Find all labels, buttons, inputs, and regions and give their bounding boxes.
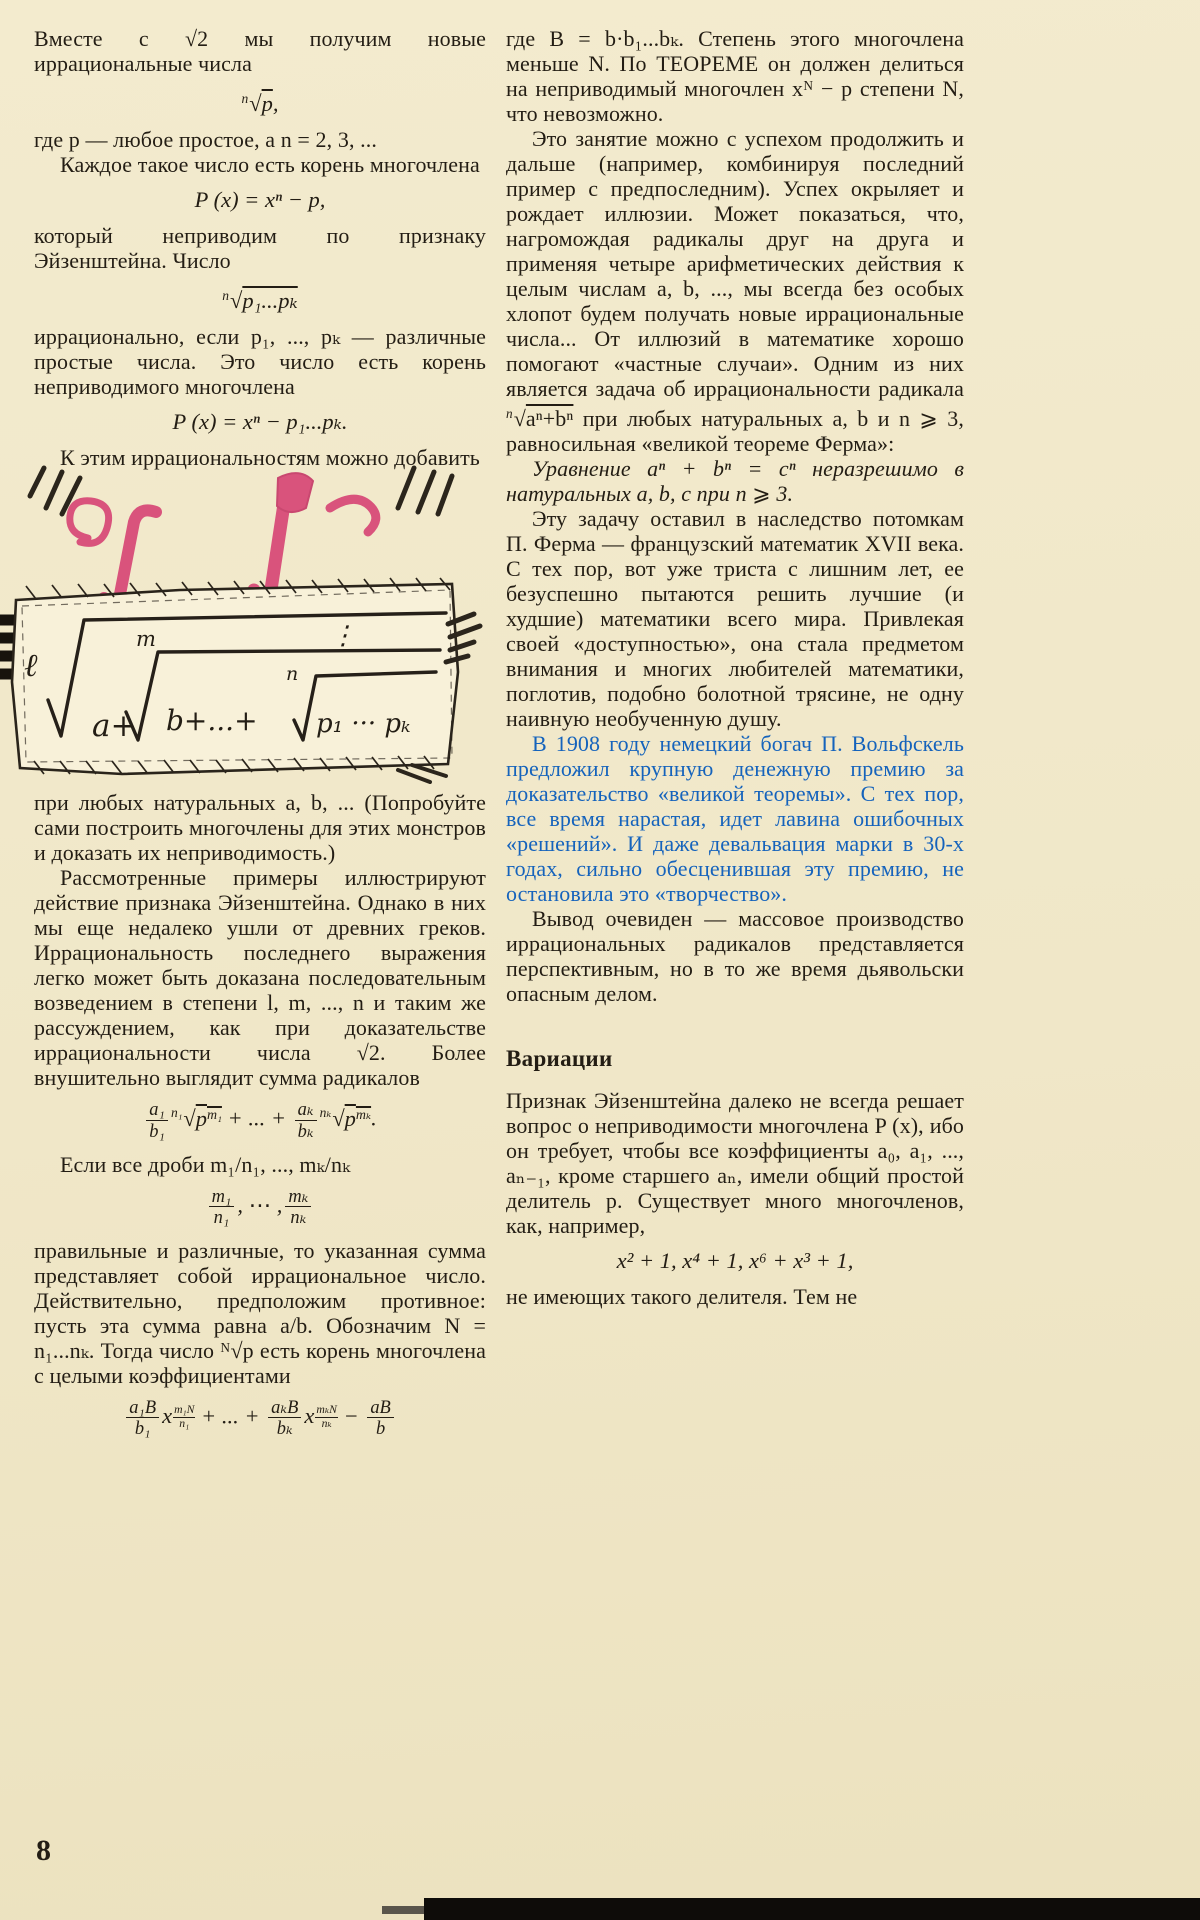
fraction [285,1186,311,1228]
inline-radical [506,406,573,431]
radical-term [320,1106,371,1131]
paragraph: Эту задачу оставил в наследство потомкам П. Ферма — французский математик XVII века. С тех пор, вот уже триста с лишним лет, ее безуспешно пытаются решить лучшие (и худшие) математики всего мира. Привлекая своей «доступностью», она стала предметом внимания и многих любителей математики, поглотив, подобно болотной трясине, не одну наивную необученную душу. [506,505,964,731]
fraction [295,1099,317,1141]
radical-term [222,288,298,313]
fraction [268,1397,301,1439]
formula-example-polynomials: x² + 1, x⁴ + 1, x⁶ + x³ + 1, [616,1247,854,1273]
formula-tail: , [272,91,279,117]
scribbles-bottom [398,765,446,782]
formula-polynomial-p: P (x) = xⁿ − p, [194,187,326,213]
radicand-exponent: mₖ [355,1107,372,1123]
paragraph: где p — любое простое, а n = 2, 3, ... [34,127,377,153]
fraction-denominator: n₁ [179,1417,190,1431]
paragraph: при любых натуральных a, b, ... (Попробуйте сами построить многочлены для этих монстров и доказать их неприводимость.) [34,790,486,866]
fraction [126,1397,159,1439]
formula-fractions [34,1186,486,1228]
fraction-denominator: bₖ [297,1120,314,1141]
fraction-denominator: n₁ [213,1207,230,1228]
formula-tail: . [371,1105,377,1131]
paragraph: Вместе с √2 мы получим новые иррациональные числа [34,26,486,76]
paragraph: Рассмотренные примеры иллюстрируют действие признака Эйзенштейна. Однако в них мы еще недалеко ушли от древних греков. Иррациональность последнего выражения легко может быть доказана последовательным возведением в степени l, m, ..., n и таким же рассуждением, как при доказательстве иррациональности числа √2. Более внушительно выглядит сумма радикалов [34,865,486,1091]
variable-x: x [304,1403,315,1429]
illustration-root-index-l: ℓ [24,646,38,685]
paragraph: К этим иррациональностям можно добавить [60,445,480,471]
radical-sign: √ [332,1105,345,1131]
right-column [506,26,964,1309]
radical-term [242,91,273,116]
paragraph-text: при любых натуральных a, b и n ⩾ 3, равносильная «великой теореме Ферма»: [506,405,964,456]
paragraph: Если все дроби m₁/n₁, ..., mₖ/nₖ [60,1151,351,1177]
fraction [146,1099,168,1141]
paragraph: Вывод очевиден — массовое производство иррациональных радикалов представляется перспективным, но в то же время дьявольски опасным делом. [506,905,964,1006]
paragraph: правильные и различные, то указанная сумма представляет собой иррациональное число. Действительно, предположим противное: пусть эта сумма равна a/b. Обозначим N = n₁...nₖ. Тогда число ᴺ√p есть корень многочлена с целыми коэффициентами [34,1237,486,1388]
illustration-term-p: p₁ ··· pₖ [316,709,411,740]
paragraph [506,126,964,456]
radicand [196,1106,222,1131]
radical-sign: √ [183,1105,196,1131]
power-term [162,1403,195,1431]
root-index: n [241,91,249,106]
fermat-theorem-statement: Уравнение aⁿ + bⁿ = cⁿ неразрешимо в натуральных a, b, c при n ⩾ 3. [506,455,964,506]
fraction [209,1186,235,1228]
fraction-numerator: mₖN [316,1403,337,1417]
root-index: nₖ [319,1105,332,1121]
radicand-base: p [195,1105,207,1131]
fraction [367,1397,393,1439]
paragraph: где B = b·b₁...bₖ. Степень этого многочлена меньше N. По ТЕОРЕМЕ он должен делиться на неприводимый многочлен xᴺ − p степени N, что невозможно. [506,26,964,126]
scan-bottom-bar [424,1898,1200,1920]
fraction-numerator: mₖ [285,1186,311,1208]
paragraph: который неприводим по признаку Эйзенштейна. Число [34,223,486,274]
power-term [304,1403,338,1431]
root-index: n [222,288,229,304]
fraction-denominator: b₁ [149,1120,165,1141]
root-index: n [506,406,513,421]
fraction-numerator: m₁ [209,1186,235,1208]
illustration-term-a: a+ [92,708,137,745]
exponent-fraction [173,1404,195,1431]
formula-radical-sum [34,1099,486,1141]
formula-middle: + ... + [201,1403,260,1429]
fraction-numerator: a₁B [126,1397,159,1419]
formula-nth-root-p [34,85,486,117]
paragraph-text: Это занятие можно с успехом продолжить и дальше (например, комбинируя последний пример с предпоследним). Успех окрыляет и рождает иллюзии. Может показаться, что, нагромождая радикалы друг на друга и применяя четыре арифметических действия к целым числам a, b, ..., мы всегда без особых хлопот будем получать новые иррациональные числа... От иллюзий в математике хорошо помогают «частные случаи». Одним из них является задача об иррациональности радикала [506,126,964,401]
radicand: p₁...pₖ [242,288,298,314]
root-index: n₁ [170,1105,183,1121]
paragraph: Каждое такое число есть корень многочлена [60,152,480,178]
radicand-exponent: m₁ [207,1107,222,1123]
fraction-denominator: b [375,1418,386,1439]
fraction-numerator: aB [367,1397,393,1419]
paragraph: Признак Эйзенштейна далеко не всегда решает вопрос о неприводимости многочлена P (x), ибо он требует, чтобы все коэффициенты a₀, a₁, ..., aₙ₋₁, кроме старшего aₙ, имели общий простой делитель p. Существует много многочленов, как, например, [506,1087,964,1238]
formula-nth-root-product [34,282,486,314]
variable-x: x [162,1403,173,1429]
paragraph: не имеющих такого делителя. Тем не [506,1283,858,1309]
radical-sign: √ [249,91,262,117]
illustration-term-b: b+...+ [166,704,258,738]
fraction-denominator: nₖ [321,1417,332,1431]
formula-middle: + ... + [227,1105,287,1131]
radicand: aⁿ+bⁿ [525,405,574,431]
radical-monster-illustration [0,462,490,784]
fraction-denominator: nₖ [290,1207,307,1228]
fraction-denominator: bₖ [276,1418,293,1439]
exponent-fraction [315,1404,338,1431]
fraction-numerator: m₁N [174,1403,195,1417]
paragraph-blue: В 1908 году немецкий богач П. Вольфскель предложил крупную денежную премию за доказательство «великой теоремы». С тех пор, все время нарастая, идет лавина ошибочных «решений». И даже девальвация марки в 30-х годах, сильно обесценившая эту премию, не остановила это «творчество». [506,730,964,906]
scan-bottom-mark [382,1906,428,1914]
formula-polynomial-product: P (x) = xⁿ − p₁...pₖ. [172,409,348,435]
minus-sign: − [343,1403,359,1429]
section-heading: Вариации [506,1045,613,1071]
fraction-numerator: a₁ [146,1099,168,1121]
fraction-denominator: b₁ [134,1418,151,1439]
radical-sign: √ [229,288,243,314]
illustration-root-index-m: m [136,627,156,652]
pink-radical-flag [277,473,313,512]
formula-middle: , ⋯ , [237,1191,283,1217]
formula-coefficient-polynomial [34,1397,486,1439]
paragraph: иррационально, если p₁, ..., pₖ — различные простые числа. Это число есть корень неприводимого многочлена [34,324,486,400]
fraction-numerator: aₖ [295,1099,317,1121]
radical-term [171,1106,222,1131]
page-number: 8 [36,1834,51,1867]
illustration-root-index-n: n [286,663,299,686]
stone-slab [12,578,458,774]
radicand [345,1106,371,1131]
left-column [24,26,486,1449]
hatch-strokes-right [398,468,452,514]
illustration-dots: ⋮ [330,621,356,652]
fraction-numerator: aₖB [268,1397,301,1419]
radicand-base: p [344,1105,356,1131]
radicand: p [261,91,273,117]
radical-sign: √ [513,405,526,431]
